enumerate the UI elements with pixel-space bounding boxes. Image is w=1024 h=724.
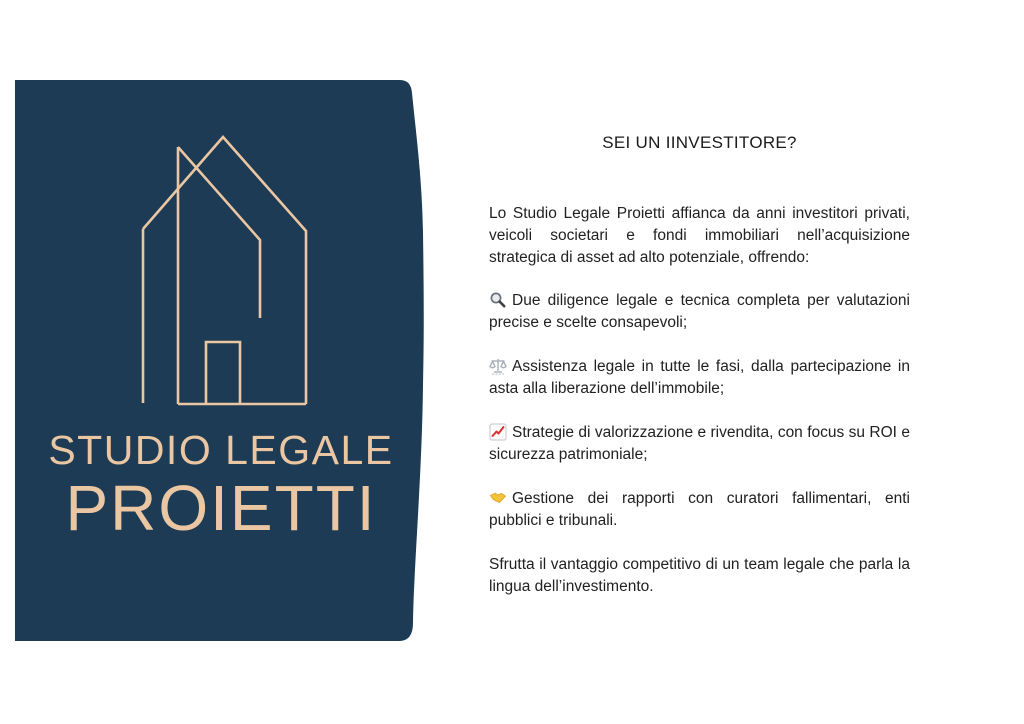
scales-icon: [489, 357, 507, 375]
brand-name-line2: PROIETTI: [65, 472, 377, 544]
bullet-due-diligence: [489, 290, 910, 334]
brand-name-line1: STUDIO LEGALE: [48, 427, 394, 473]
chart-increasing-icon: [489, 423, 507, 441]
bullet-text: Gestione dei rapporti con curatori fallimentari, enti pubblici e tribunali.: [489, 490, 910, 529]
closing-paragraph: Sfrutta il vantaggio competitivo di un team legale che parla la lingua dell’investimento.: [489, 556, 910, 595]
intro-paragraph: Lo Studio Legale Proietti affianca da anni investitori privati, veicoli societari e fondi immobiliari nell’acquisizione strategica di asset ad alto potenziale, offrendo:: [489, 205, 910, 266]
bullet-strategie: [489, 422, 910, 466]
handshake-icon: [489, 489, 507, 507]
bullet-gestione-rapporti: [489, 488, 910, 532]
page-title: SEI UN IINVESTITORE?: [602, 133, 797, 152]
panel-background-shape: [15, 80, 427, 642]
bullet-text: Strategie di valorizzazione e rivendita, con focus su ROI e sicurezza patrimoniale;: [489, 424, 910, 463]
bullet-text: Assistenza legale in tutte le fasi, dalla partecipazione in asta alla liberazione dell’immobile;: [489, 358, 910, 397]
bullet-assistenza-legale: [489, 356, 910, 400]
bullet-text: Due diligence legale e tecnica completa per valutazioni precise e scelte consapevoli;: [489, 292, 910, 331]
brand-panel: [15, 80, 427, 642]
magnifier-icon: [489, 291, 507, 309]
